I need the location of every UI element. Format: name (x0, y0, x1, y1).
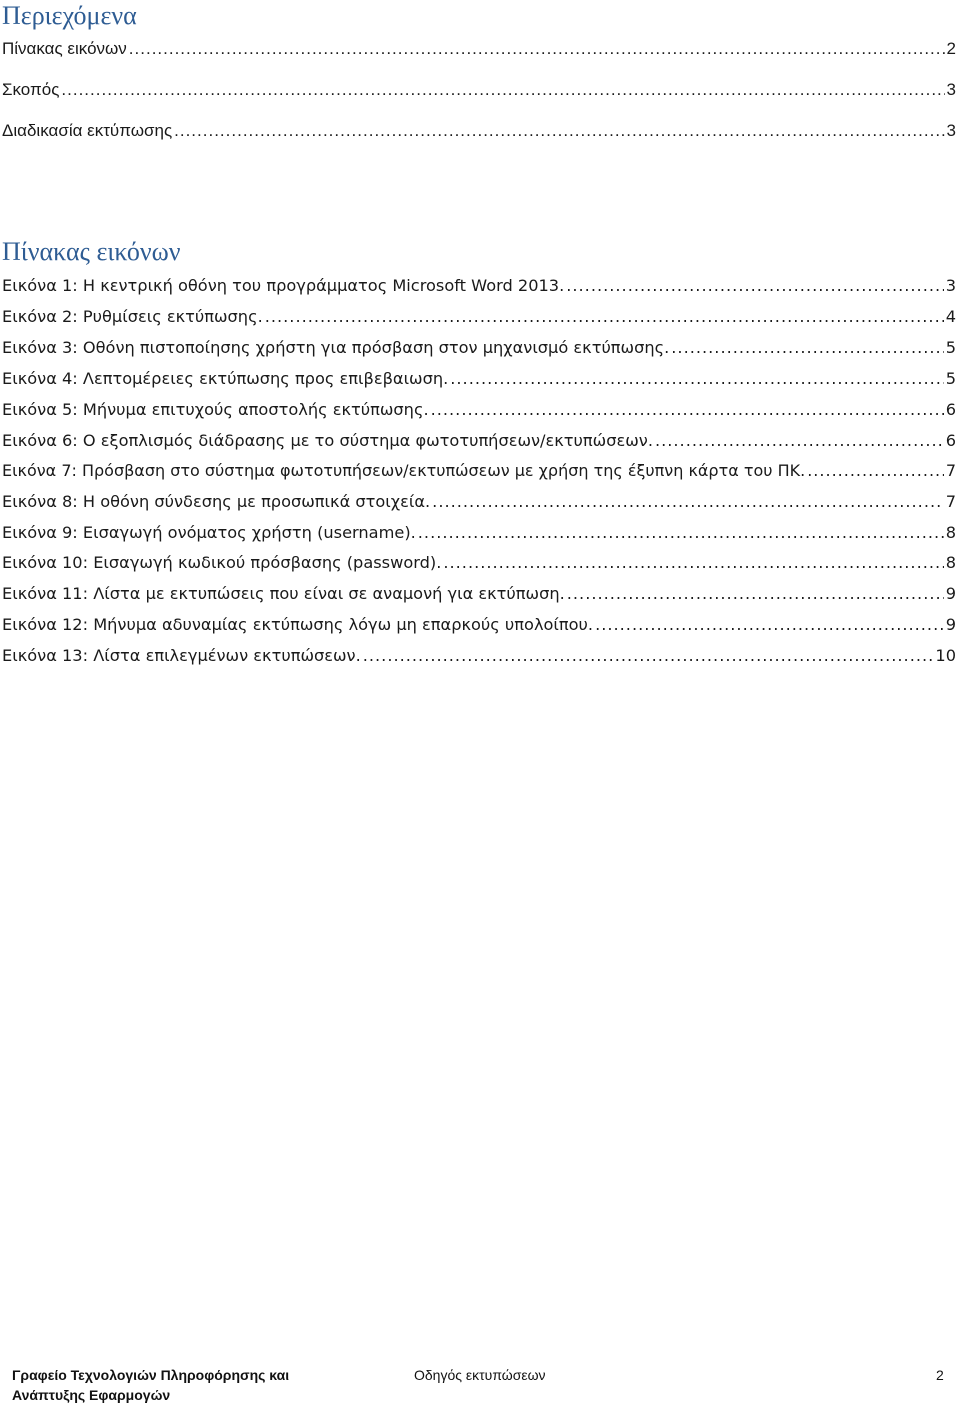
footer-organization (12, 1365, 289, 1405)
toc-leader-dots (655, 430, 944, 452)
toc-leader-dots (431, 399, 944, 421)
figure-entry-label: Εικόνα 11: Λίστα με εκτυπώσεις που είναι σε αναμονή για εκτύπωση. (2, 584, 565, 603)
figure-entry-page: 9 (945, 584, 956, 603)
figure-entry-label: Εικόνα 3: Οθόνη πιστοποίησης χρήστη για πρόσβαση στον μηχανισμό εκτύπωσης. (2, 338, 670, 357)
figures-heading: Πίνακας εικόνων (2, 237, 181, 266)
figure-entry-label: Εικόνα 10: Εισαγωγή κωδικού πρόσβασης (password). (2, 553, 442, 572)
footer-page-number: 2 (936, 1367, 944, 1383)
toc-leader-dots (671, 337, 943, 359)
figure-entry-label: Εικόνα 9: Εισαγωγή ονόματος χρήστη (username). (2, 523, 416, 542)
figure-entry-label: Εικόνα 6: Ο εξοπλισμός διάδρασης με το σύστημα φωτοτυπήσεων/εκτυπώσεων. (2, 431, 653, 450)
figure-entry[interactable] (2, 583, 956, 605)
toc-entry-label: Σκοπός (2, 80, 60, 99)
toc-leader-dots (595, 614, 944, 636)
toc-entry[interactable] (2, 120, 956, 142)
figure-entry-page: 8 (945, 553, 956, 572)
figure-entry[interactable] (2, 368, 956, 390)
toc-entry-page: 3 (946, 80, 956, 99)
toc-leader-dots (567, 583, 944, 605)
figure-entry[interactable] (2, 275, 956, 297)
figure-entry-label: Εικόνα 1: Η κεντρική οθόνη του προγράμματος Microsoft Word 2013. (2, 276, 565, 295)
figure-entry-label: Εικόνα 7: Πρόσβαση στο σύστημα φωτοτυπήσεων/εκτυπώσεων με χρήση της έξυπνη κάρτα του ΠΚ. (2, 461, 806, 480)
toc-entry-page: 3 (946, 121, 956, 140)
toc-entry-label: Διαδικασία εκτύπωσης (2, 121, 173, 140)
figure-entry-label: Εικόνα 4: Λεπτομέρειες εκτύπωσης προς επιβεβαιωση. (2, 369, 449, 388)
figure-entry[interactable] (2, 645, 956, 667)
toc-entry-label: Πίνακας εικόνων (2, 39, 127, 58)
figure-entry-page: 3 (945, 276, 956, 295)
toc-leader-dots (566, 275, 943, 297)
toc-leader-dots (174, 120, 944, 142)
toc-heading: Περιεχόμενα (2, 1, 137, 30)
figure-entry-page: 5 (945, 369, 956, 388)
figure-entry-label: Εικόνα 8: Η οθόνη σύνδεσης με προσωπικά στοιχεία. (2, 492, 431, 511)
toc-leader-dots (443, 552, 943, 574)
toc-entry[interactable] (2, 79, 956, 101)
figure-entry-page: 6 (945, 431, 956, 450)
toc-leader-dots (807, 460, 944, 482)
figure-entry-page: 6 (945, 400, 956, 419)
footer-organization-line: Γραφείο Τεχνολογιών Πληροφόρησης και (12, 1367, 290, 1383)
figure-entry-page: 7 (945, 461, 956, 480)
toc-leader-dots (432, 491, 944, 513)
toc-entry-page: 2 (946, 39, 956, 58)
figure-entry[interactable] (2, 522, 956, 544)
figure-entry[interactable] (2, 614, 956, 636)
figure-entry-label: Εικόνα 12: Μήνυμα αδυναμίας εκτύπωσης λόγω μη επαρκούς υπολοίπου. (2, 615, 594, 634)
toc-entry[interactable] (2, 38, 956, 60)
figure-entry-label: Εικόνα 13: Λίστα επιλεγμένων εκτυπώσεων. (2, 646, 361, 665)
figure-entry-page: 10 (935, 646, 956, 665)
figure-entry[interactable] (2, 399, 956, 421)
figure-entry[interactable] (2, 460, 956, 482)
toc-leader-dots (61, 79, 944, 101)
toc-leader-dots (265, 306, 944, 328)
figure-entry-page: 7 (945, 492, 956, 511)
footer-organization-line: Ανάπτυξης Εφαρμογών (12, 1387, 171, 1403)
figure-entry[interactable] (2, 337, 956, 359)
toc-leader-dots (363, 645, 934, 667)
toc-leader-dots (129, 38, 945, 60)
figure-entry[interactable] (2, 306, 956, 328)
toc-leader-dots (450, 368, 943, 390)
figure-entry-page: 8 (945, 523, 956, 542)
toc-leader-dots (418, 522, 944, 544)
figure-entry[interactable] (2, 552, 956, 574)
figure-entry-page: 5 (945, 338, 956, 357)
figure-entry[interactable] (2, 430, 956, 452)
figure-entry[interactable] (2, 491, 956, 513)
footer-document-title: Οδηγός εκτυπώσεων (414, 1367, 546, 1383)
figure-entry-label: Εικόνα 5: Μήνυμα επιτυχούς αποστολής εκτύπωσης. (2, 400, 429, 419)
figure-entry-page: 4 (945, 307, 956, 326)
figure-entry-page: 9 (945, 615, 956, 634)
figure-entry-label: Εικόνα 2: Ρυθμίσεις εκτύπωσης. (2, 307, 263, 326)
